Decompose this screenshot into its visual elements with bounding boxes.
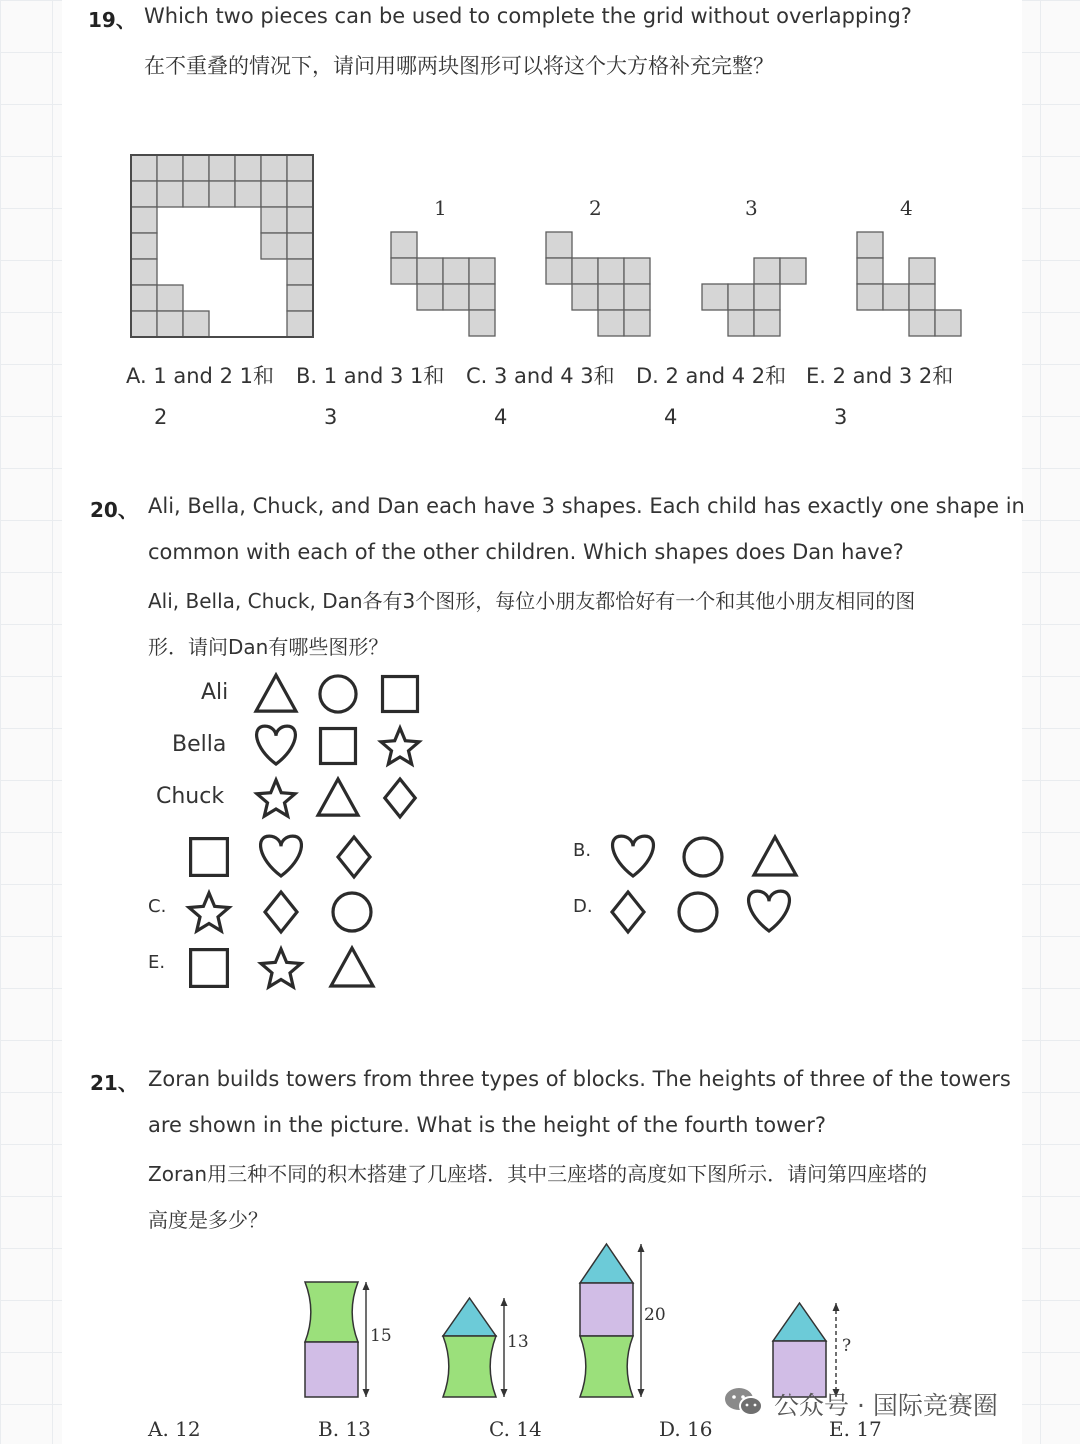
grid-cell — [287, 207, 313, 233]
q19-option-e[interactable]: E. 2 and 3 2和 — [806, 364, 954, 388]
grid-cell — [261, 207, 287, 233]
q21-text-zh-2: 高度是多少？ — [148, 1208, 268, 1232]
grid-cell — [287, 233, 313, 259]
grid-cell — [183, 181, 209, 207]
hourglass-block — [580, 1336, 633, 1397]
q21-text-en-1: Zoran builds towers from three types of blocks. The heights of three of the towers — [148, 1067, 1011, 1091]
piece-cell — [598, 284, 624, 310]
q19-text-zh: 在不重叠的情况下，请问用哪两块图形可以将这个大方格补充完整？ — [144, 54, 774, 78]
q20-text-zh-2: 形．请问Dan有哪些图形？ — [148, 635, 389, 659]
grid-cell — [261, 233, 287, 259]
piece-cell — [780, 258, 806, 284]
piece-cell — [754, 258, 780, 284]
q20-child-ali: Ali — [201, 680, 229, 705]
q19-option-b[interactable]: B. 1 and 3 1和 — [296, 364, 445, 388]
grid-cell — [287, 155, 313, 181]
tower-3-height: 20 — [644, 1305, 666, 1325]
square-block — [305, 1342, 358, 1397]
piece-cell — [469, 310, 495, 336]
piece-cell — [624, 310, 650, 336]
piece-cell — [417, 284, 443, 310]
q19-option-c-cont: 4 — [494, 405, 508, 429]
grid-cell — [287, 259, 313, 285]
q19-option-d-cont: 4 — [664, 405, 678, 429]
grid-cell — [131, 259, 157, 285]
grid-cell — [183, 311, 209, 337]
piece-cell — [391, 232, 417, 258]
q19-piece-label-2: 2 — [589, 196, 602, 220]
piece-cell — [443, 258, 469, 284]
hourglass-block — [443, 1336, 496, 1397]
grid-cell — [287, 285, 313, 311]
hourglass-block — [305, 1282, 358, 1342]
q21-number: 21、 — [90, 1071, 138, 1095]
q20-child-chuck: Chuck — [156, 784, 225, 809]
tower-1-height: 15 — [370, 1326, 392, 1346]
q20-text-en-1: Ali, Bella, Chuck, and Dan each have 3 shapes. Each child has exactly one shape in — [148, 494, 1025, 518]
piece-cell — [469, 258, 495, 284]
piece-cell — [909, 310, 935, 336]
q20-option-d-label[interactable]: D. — [573, 896, 593, 917]
piece-cell — [417, 258, 443, 284]
piece-cell — [572, 258, 598, 284]
q19-piece-label-3: 3 — [745, 196, 758, 220]
piece-cell — [728, 310, 754, 336]
q19-number: 19、 — [88, 8, 136, 32]
q20-text-zh-1: Ali, Bella, Chuck, Dan各有3个图形，每位小朋友都恰好有一个和其他小朋友相同的图 — [148, 589, 916, 613]
tower-2-height: 13 — [507, 1332, 529, 1352]
piece-cell — [935, 310, 961, 336]
q19-piece-label-4: 4 — [900, 196, 913, 220]
q21-towers-figure — [0, 0, 1, 1]
grid-cell — [157, 155, 183, 181]
piece-cell — [546, 258, 572, 284]
q19-option-e-cont: 3 — [834, 405, 848, 429]
q20-number: 20、 — [90, 498, 138, 522]
grid-cell — [209, 181, 235, 207]
q19-option-b-cont: 3 — [324, 405, 338, 429]
piece-cell — [909, 284, 935, 310]
q20-option-e-label[interactable]: E. — [148, 952, 166, 973]
q21-text-zh-1: Zoran用三种不同的积木搭建了几座塔．其中三座塔的高度如下图所示．请问第四座塔的 — [148, 1162, 928, 1186]
grid-cell — [261, 155, 287, 181]
grid-cell — [287, 181, 313, 207]
grid-cell — [131, 285, 157, 311]
tower-4-height: ? — [842, 1336, 852, 1356]
q20-child-bella: Bella — [172, 732, 227, 757]
piece-cell — [572, 284, 598, 310]
grid-cell — [131, 181, 157, 207]
piece-cell — [546, 232, 572, 258]
q19-option-c[interactable]: C. 3 and 4 3和 — [466, 364, 615, 388]
piece-cell — [857, 284, 883, 310]
q19-option-a[interactable]: A. 1 and 2 1和 — [126, 364, 274, 388]
piece-cell — [728, 284, 754, 310]
piece-cell — [702, 284, 728, 310]
grid-cell — [287, 311, 313, 337]
q20-text-en-2: common with each of the other children. Which shapes does Dan have? — [148, 540, 904, 564]
piece-cell — [754, 310, 780, 336]
piece-cell — [857, 258, 883, 284]
grid-cell — [131, 207, 157, 233]
q21-answer-c[interactable]: C. 14 — [489, 1417, 542, 1441]
piece-cell — [469, 284, 495, 310]
grid-cell — [235, 155, 261, 181]
grid-cell — [261, 181, 287, 207]
wechat-icon — [724, 1386, 764, 1418]
piece-cell — [883, 284, 909, 310]
piece-cell — [598, 258, 624, 284]
square-block — [580, 1283, 633, 1336]
piece-cell — [754, 284, 780, 310]
q19-piece-label-1: 1 — [434, 196, 447, 220]
q21-answer-e[interactable]: E. 17 — [829, 1417, 882, 1441]
grid-cell — [157, 285, 183, 311]
piece-cell — [857, 232, 883, 258]
q19-option-d[interactable]: D. 2 and 4 2和 — [636, 364, 787, 388]
grid-cell — [131, 233, 157, 259]
grid-cell — [157, 181, 183, 207]
q20-option-c-label[interactable]: C. — [148, 896, 167, 917]
grid-cell — [183, 155, 209, 181]
q19-text-en: Which two pieces can be used to complete the grid without overlapping? — [144, 4, 912, 28]
q21-answer-b[interactable]: B. 13 — [318, 1417, 371, 1441]
q19-option-a-cont: 2 — [154, 405, 168, 429]
piece-cell — [443, 284, 469, 310]
piece-cell — [909, 258, 935, 284]
q21-answer-d[interactable]: D. 16 — [659, 1417, 713, 1441]
piece-cell — [624, 284, 650, 310]
grid-cell — [157, 311, 183, 337]
piece-cell — [598, 310, 624, 336]
q20-option-b-label[interactable]: B. — [573, 840, 592, 861]
grid-cell — [131, 311, 157, 337]
grid-cell — [235, 181, 261, 207]
watermark-text: 公众号 · 国际竞赛圈 — [774, 1391, 998, 1420]
q21-text-en-2: are shown in the picture. What is the height of the fourth tower? — [148, 1113, 827, 1137]
piece-cell — [391, 258, 417, 284]
q21-answer-a[interactable]: A. 12 — [148, 1417, 201, 1441]
grid-cell — [131, 155, 157, 181]
grid-cell — [209, 155, 235, 181]
piece-cell — [624, 258, 650, 284]
